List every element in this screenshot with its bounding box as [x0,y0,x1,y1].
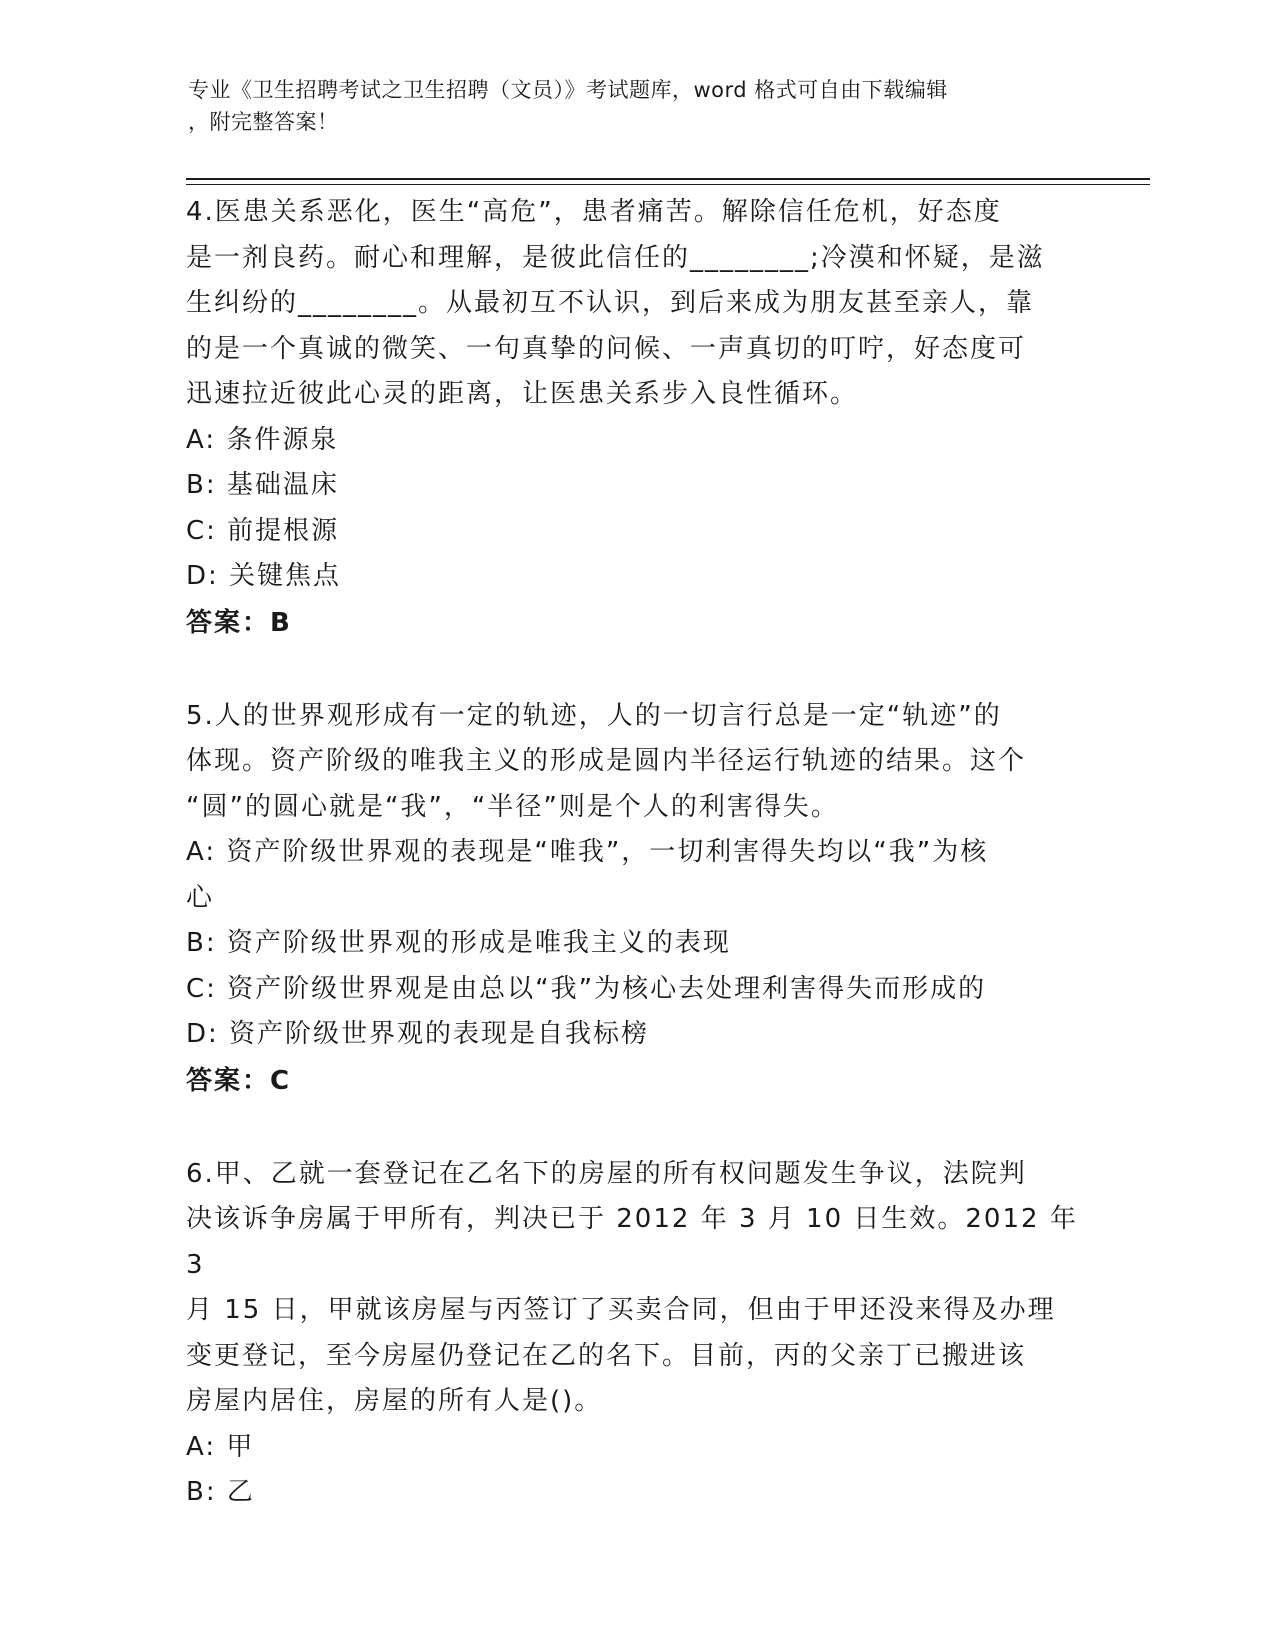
option-b: B: 资产阶级世界观的形成是唯我主义的表现 [186,928,731,958]
question-stem: 的是一个真诚的微笑、一句真挚的问候、一声真切的叮咛，好态度可 [186,333,1027,364]
header-line-2: ，附完整答案！ [188,110,339,134]
question-stem: 体现。资产阶级的唯我主义的形成是圆内半径运行轨迹的结果。这个 [186,746,1027,776]
question-stem: 变更登记，至今房屋仍登记在乙的名下。目前，丙的父亲丁已搬进该 [186,1340,1027,1371]
header-rule-thin [186,184,1150,185]
option-d: D: 关键焦点 [186,561,342,591]
option-c: C: 资产阶级世界观是由总以“我”为核心去处理利害得失而形成的 [186,973,987,1004]
answer-line: 答案：B [186,607,292,638]
option-c: C: 前提根源 [186,515,340,546]
question-spacer [186,1104,1086,1152]
question-5 [186,694,1086,1104]
question-stem: 房屋内居住，房屋的所有人是()。 [186,1386,603,1416]
option-d: D: 资产阶级世界观的表现是自我标榜 [186,1019,650,1049]
question-4 [186,190,1086,646]
option-a: A: 甲 [186,1431,255,1462]
question-stem: 5.人的世界观形成有一定的轨迹，人的一切言行总是一定“轨迹”的 [186,700,1002,731]
question-stem: 月 15 日，甲就该房屋与丙签订了买卖合同，但由于甲还没来得及办理 [186,1295,1056,1325]
question-stem: 生纠纷的________。从最初互不认识，到后来成为朋友甚至亲人，靠 [186,288,1035,318]
option-a: A: 资产阶级世界观的表现是“唯我”，一切利害得失均以“我”为核 [186,837,989,867]
answer-line: 答案：C [186,1065,292,1096]
document-header [188,74,1078,138]
question-6 [186,1152,1086,1516]
option-a-continued: 心 [186,882,215,913]
question-stem: “圆”的圆心就是“我”，“半径”则是个人的利害得失。 [186,791,839,822]
question-stem: 4.医患关系恶化，医生“高危”，患者痛苦。解除信任危机，好态度 [186,197,1002,227]
question-stem: 是一剂良药。耐心和理解，是彼此信任的________;冷漠和怀疑，是滋 [186,242,1045,273]
question-stem: 迅速拉近彼此心灵的距离，让医患关系步入良性循环。 [186,379,859,409]
question-stem: 6.甲、乙就一套登记在乙名下的房屋的所有权问题发生争议，法院判 [186,1158,1027,1189]
option-a: A: 条件源泉 [186,424,339,455]
option-b: B: 基础温床 [186,470,339,500]
question-spacer [186,646,1086,694]
question-stem: 决该诉争房属于甲所有，判决已于 2012 年 3 月 10 日生效。2012 年 3 [186,1204,1078,1280]
header-rule-thick [186,178,1150,180]
header-line-1: 专业《卫生招聘考试之卫生招聘（文员）》考试题库，word 格式可自由下载编辑 [188,78,948,102]
option-b: B: 乙 [186,1477,255,1507]
question-list [186,190,1086,1516]
